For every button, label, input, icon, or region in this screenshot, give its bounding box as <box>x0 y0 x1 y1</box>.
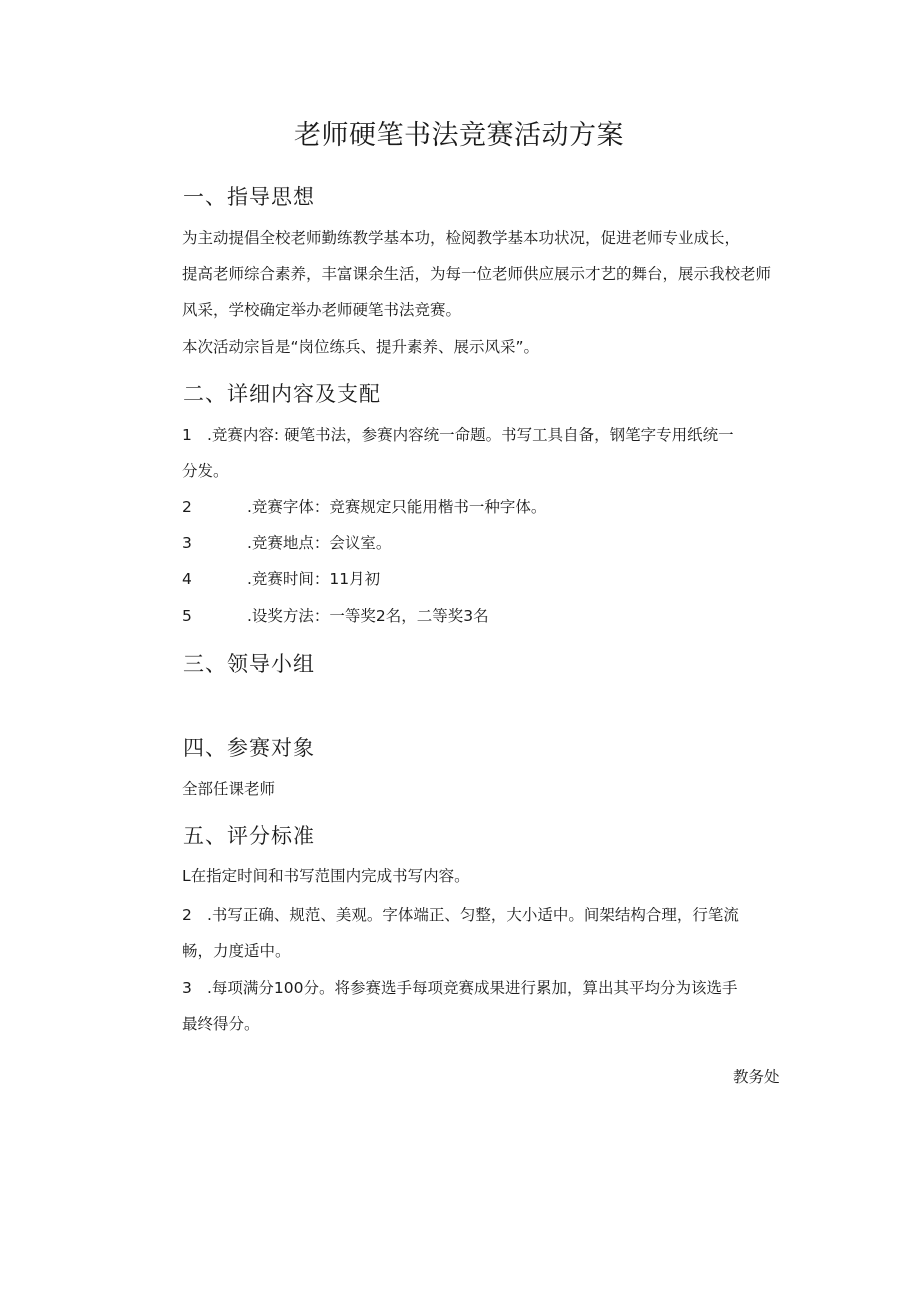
item-text: .书写正确、规范、美观。字体端正、匀整，大小适中。间架结构合理，行笔流 <box>207 906 739 924</box>
item-number: 4 <box>182 570 192 588</box>
list-item <box>182 903 739 925</box>
item-text: .竞赛时间：11月初 <box>247 570 381 588</box>
item-number: 1 <box>182 426 192 444</box>
item-text: .竞赛内容: 硬笔书法，参赛内容统一命题。书写工具自备，钢笔字专用纸统一 <box>207 426 734 444</box>
item-text: .竞赛字体：竞赛规定只能用楷书一种字体。 <box>247 498 547 516</box>
item-text: .设奖方法：一等奖2名，二等奖3名 <box>247 607 489 625</box>
paragraph-line: 风采，学校确定举办老师硬笔书法竞赛。 <box>182 301 462 319</box>
list-item <box>182 604 489 626</box>
list-item <box>182 495 546 517</box>
list-item <box>182 423 734 445</box>
list-item <box>182 976 738 998</box>
list-item <box>182 531 391 553</box>
item-text: .竞赛地点：会议室。 <box>247 534 392 552</box>
signature: 教务处 <box>733 1068 780 1086</box>
section-heading-4: 四、参赛对象 <box>183 736 315 760</box>
section-heading-1: 一、指导思想 <box>183 185 315 209</box>
paragraph-line: 为主动提倡全校老师勤练教学基本功，检阅教学基本功状况，促进老师专业成长， <box>182 229 741 247</box>
paragraph-line: 全部任课老师 <box>182 780 276 798</box>
item-number: 5 <box>182 607 192 625</box>
item-number: 3 <box>182 979 192 997</box>
list-item-continuation: 畅，力度适中。 <box>182 942 291 960</box>
item-number: 3 <box>182 534 192 552</box>
item-number: 2 <box>182 498 192 516</box>
paragraph-line: 本次活动宗旨是“岗位练兵、提升素养、展示风采”。 <box>182 338 540 356</box>
list-item-continuation: 分发。 <box>182 462 229 480</box>
item-text: .每项满分100分。将参赛选手每项竞赛成果进行累加，算出其平均分为该选手 <box>207 979 738 997</box>
item-number: 2 <box>182 906 192 924</box>
document-title: 老师硬笔书法竞赛活动方案 <box>294 120 624 151</box>
section-heading-2: 二、详细内容及支配 <box>183 382 381 406</box>
list-item <box>182 567 380 589</box>
section-heading-5: 五、评分标准 <box>183 824 315 848</box>
list-item <box>182 864 470 886</box>
paragraph-line: 提高老师综合素养，丰富课余生活，为每一位老师供应展示才艺的舞台，展示我校老师 <box>182 265 772 283</box>
list-item-continuation: 最终得分。 <box>182 1015 260 1033</box>
item-text: L在指定时间和书写范围内完成书写内容。 <box>182 867 470 885</box>
section-heading-3: 三、领导小组 <box>183 652 315 676</box>
